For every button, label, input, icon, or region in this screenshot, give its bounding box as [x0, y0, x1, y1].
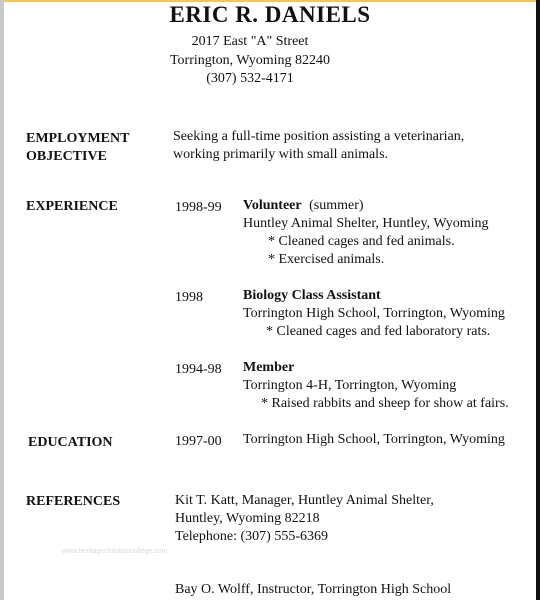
experience-years-1: 1998-99 — [175, 200, 222, 215]
objective-line-1: Seeking a full-time position assisting a veterinarian, — [173, 129, 465, 144]
experience-entry-1-title — [243, 197, 364, 215]
section-heading-employment: EMPLOYMENT — [26, 131, 130, 146]
experience-duty-1-1: * Cleaned cages and fed animals. — [268, 234, 455, 249]
section-heading-objective: OBJECTIVE — [26, 149, 107, 164]
education-school: Torrington High School, Torrington, Wyoming — [243, 432, 505, 447]
experience-title-3: Member — [243, 360, 295, 375]
reference-2-line-1: Bay O. Wolff, Instructor, Torrington High School — [175, 582, 452, 597]
objective-line-2: working primarily with small animals. — [173, 147, 389, 162]
street-address: 2017 East "A" Street — [191, 34, 309, 49]
reference-1-line-3: Telephone: (307) 555-6369 — [175, 529, 328, 544]
experience-org-3: Torrington 4-H, Torrington, Wyoming — [243, 378, 457, 393]
phone-number: (307) 532-4171 — [206, 71, 294, 86]
experience-org-2: Torrington High School, Torrington, Wyoming — [243, 306, 505, 321]
experience-org-1: Huntley Animal Shelter, Huntley, Wyoming — [243, 216, 489, 231]
applicant-name: ERIC R. DANIELS — [169, 2, 371, 27]
experience-years-3: 1994-98 — [175, 362, 222, 377]
city-state-zip: Torrington, Wyoming 82240 — [169, 53, 331, 68]
reference-1-line-2: Huntley, Wyoming 82218 — [175, 511, 320, 526]
section-heading-references: REFERENCES — [26, 494, 121, 509]
experience-title-1: Volunteer — [243, 198, 302, 213]
education-years: 1997-00 — [175, 434, 222, 449]
experience-duty-2-1: * Cleaned cages and fed laboratory rats. — [266, 324, 491, 339]
experience-years-2: 1998 — [175, 290, 203, 305]
section-heading-experience: EXPERIENCE — [26, 199, 118, 214]
experience-note-1: (summer) — [309, 198, 364, 213]
section-heading-education: EDUCATION — [28, 435, 113, 450]
experience-title-2: Biology Class Assistant — [243, 288, 381, 303]
watermark-text: www.heritagechristiancollege.com — [62, 548, 168, 555]
experience-duty-3-1: * Raised rabbits and sheep for show at fairs. — [261, 396, 509, 411]
experience-duty-1-2: * Exercised animals. — [268, 252, 385, 267]
reference-1-line-1: Kit T. Katt, Manager, Huntley Animal Shelter, — [175, 493, 434, 508]
